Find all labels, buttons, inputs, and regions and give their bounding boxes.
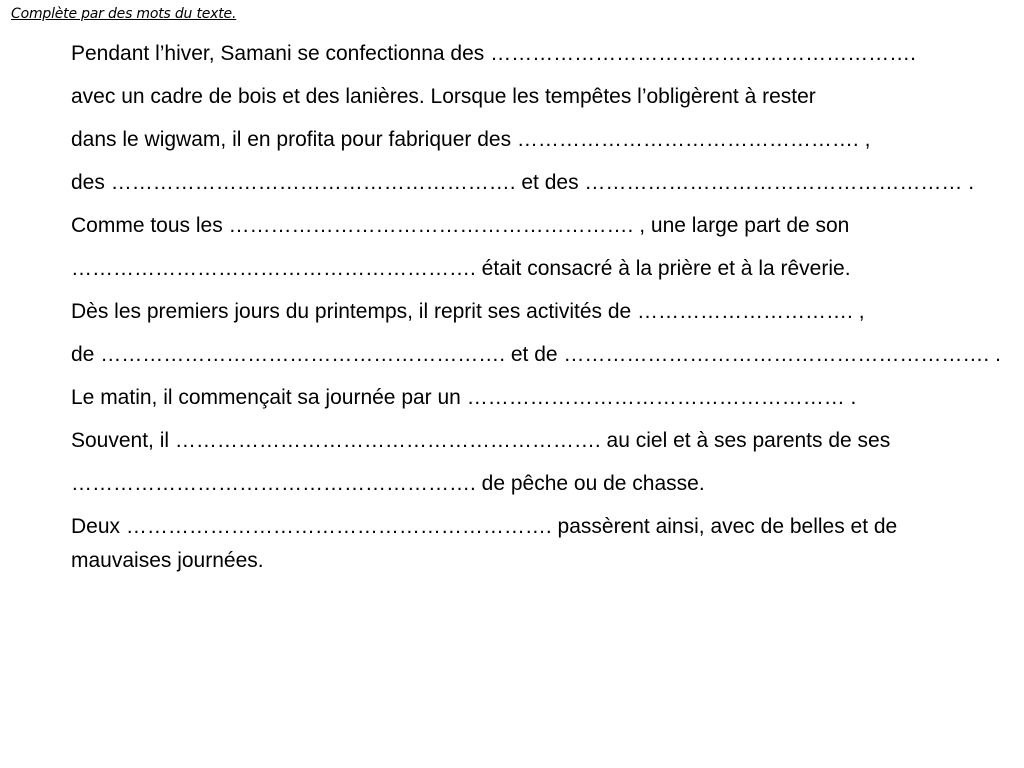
fill-in-text [71,32,1016,578]
text-line: avec un cadre de bois et des lanières. Lorsque les tempêtes l’obligèrent à rester [71,85,816,108]
text-line: …………………………………………………. de pêche ou de chasse. [71,472,705,495]
text-line: dans le wigwam, il en profita pour fabriquer des …………………………………………. , [71,128,871,151]
text-line: Comme tous les …………………………………………………. , une large part de son [71,214,850,237]
text-line: de …………………………………………………. et de ……………………………………………………. . [71,343,1001,366]
text-line: Pendant l’hiver, Samani se confectionna des ……………………………………………………. [71,42,916,65]
text-line: Souvent, il ……………………………………………………. au ciel et à ses parents de ses [71,429,891,452]
text-line: mauvaises journées. [71,549,264,572]
instruction-heading: Complète par des mots du texte. [11,6,237,22]
text-line: Le matin, il commençait sa journée par un ……………………………………………… . [71,386,857,409]
text-line: …………………………………………………. était consacré à la prière et à la rêverie. [71,257,851,280]
text-line: Deux ……………………………………………………. passèrent ainsi, avec de belles et de [71,515,898,538]
text-line: Dès les premiers jours du printemps, il reprit ses activités de …………………………. , [71,300,865,323]
text-line: des …………………………………………………. et des ……………………………………………… . [71,171,975,194]
